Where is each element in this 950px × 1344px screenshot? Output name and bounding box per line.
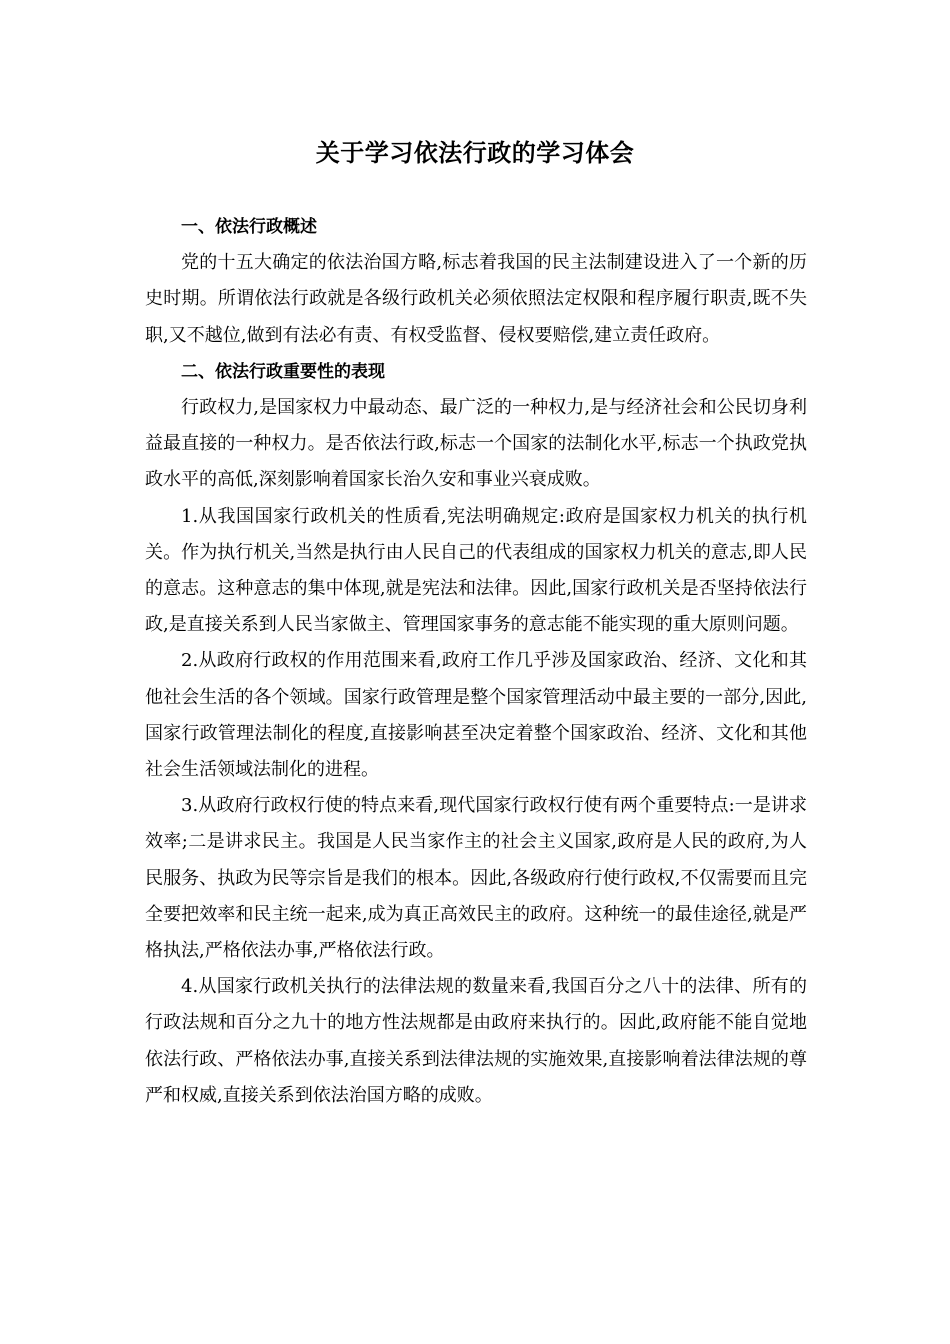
document-title: 关于学习依法行政的学习体会 bbox=[315, 138, 635, 167]
section-heading-overview: 一、依法行政概述 bbox=[181, 217, 317, 237]
paragraph-point-2: 2.从政府行政权的作用范围来看,政府工作几乎涉及国家政治、经济、文化和其他社会生活的各个领域。国家行政管理是整个国家管理活动中最主要的一部分,因此,国家行政管理法制化的程度,直接影响甚至决定着整个国家政治、经济、文化和其他社会生活领域法制化的进程。 bbox=[145, 650, 807, 781]
paragraph-point-1: 1.从我国国家行政机关的性质看,宪法明确规定:政府是国家权力机关的执行机关。作为执行机关,当然是执行由人民自己的代表组成的国家权力机关的意志,即人民的意志。这种意志的集中体现,就是宪法和法律。因此,国家行政机关是否坚持依法行政,是直接关系到人民当家做主、管理国家事务的意志能不能实现的重大原则问题。 bbox=[145, 505, 807, 636]
section-heading-importance: 二、依法行政重要性的表现 bbox=[181, 361, 385, 382]
paragraph-overview: 党的十五大确定的依法治国方略,标志着我国的民主法制建设进入了一个新的历史时期。所谓依法行政就是各级行政机关必须依照法定权限和程序履行职责,既不失职,又不越位,做到有法必有责、有权受监督、侵权要赔偿,建立责任政府。 bbox=[145, 252, 807, 346]
document-body bbox=[145, 209, 807, 1114]
paragraph-point-3: 3.从政府行政权行使的特点来看,现代国家行政权行使有两个重要特点:一是讲求效率;二是讲求民主。我国是人民当家作主的社会主义国家,政府是人民的政府,为人民服务、执政为民等宗旨是我们的根本。因此,各级政府行使行政权,不仅需要而且完全要把效率和民主统一起来,成为真正高效民主的政府。这种统一的最佳途径,就是严格执法,严格依法办事,严格依法行政。 bbox=[145, 795, 807, 962]
paragraph-point-4: 4.从国家行政机关执行的法律法规的数量来看,我国百分之八十的法律、所有的行政法规和百分之九十的地方性法规都是由政府来执行的。因此,政府能不能自觉地依法行政、严格依法办事,直接关系到法律法规的实施效果,直接影响着法律法规的尊严和权威,直接关系到依法治国方略的成败。 bbox=[145, 976, 807, 1106]
paragraph-administrative-power: 行政权力,是国家权力中最动态、最广泛的一种权力,是与经济社会和公民切身利益最直接的一种权力。是否依法行政,标志一个国家的法制化水平,标志一个执政党执政水平的高低,深刻影响着国家长治久安和事业兴衰成败。 bbox=[145, 397, 807, 491]
